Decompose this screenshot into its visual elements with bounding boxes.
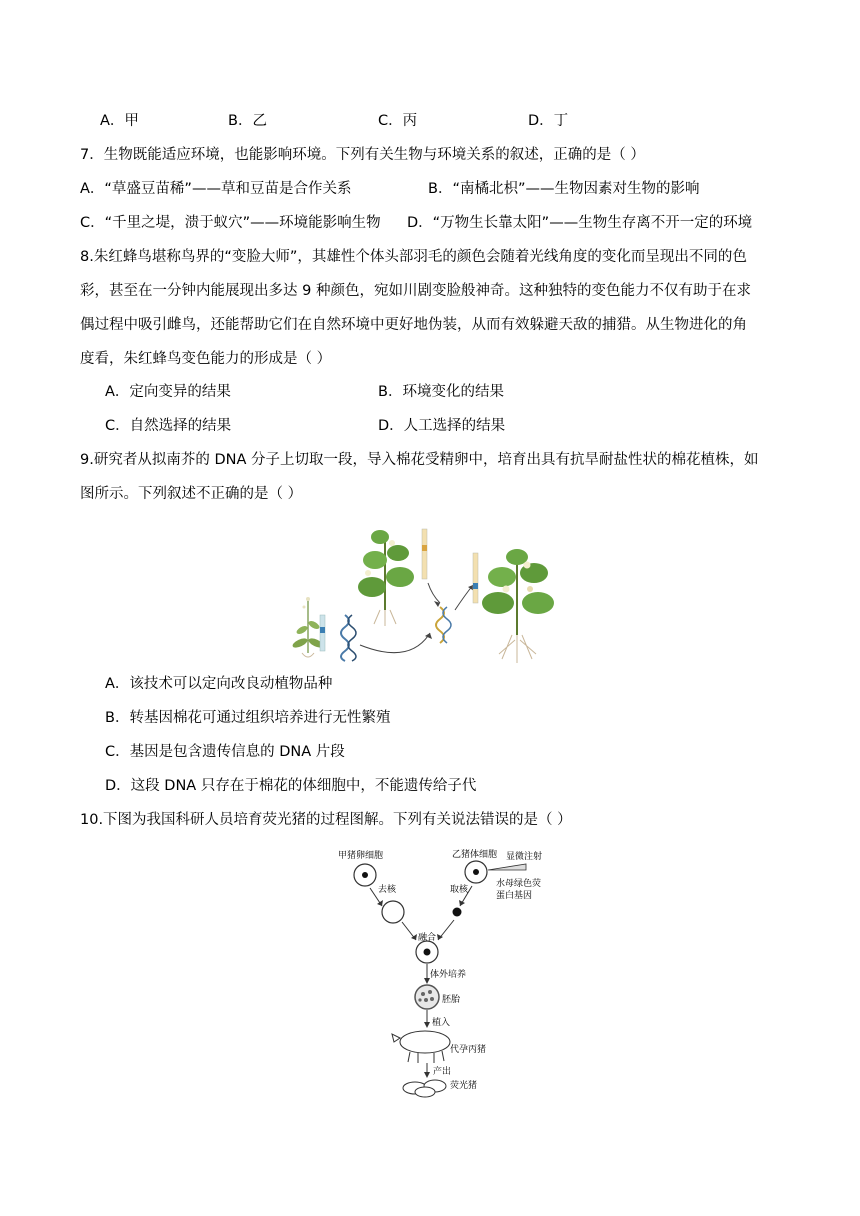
body-cell-label: 乙猪体细胞	[452, 850, 498, 860]
dna-column-icon	[422, 529, 427, 579]
q6-option-c: C．丙	[378, 113, 418, 129]
q7-option-c: C．“千里之堤，溃于蚁穴”——环境能影响生物	[80, 215, 381, 231]
q8-line-3: 偶过程中吸引雌鸟，还能帮助它们在自然环境中更好地伪装，从而有效躲避天敌的捕猎。从生物进化的角	[80, 317, 747, 333]
enucleated-cell-icon	[382, 901, 404, 923]
q7-option-b: B．“南橘北枳”——生物因素对生物的影响	[428, 181, 700, 197]
q9-transgenic-figure	[280, 515, 570, 670]
fluorescent-pig-label: 荧光猪	[450, 1081, 478, 1091]
culture-label: 体外培养	[430, 970, 467, 980]
needle-icon	[488, 864, 526, 870]
fuse-label: 融合	[418, 933, 437, 943]
q10-fluorescent-pig-diagram	[330, 842, 550, 1100]
dna-column-icon	[473, 553, 478, 603]
dna-helix-icon	[341, 615, 356, 661]
q6-option-d: D．丁	[528, 113, 569, 129]
dna-column-icon	[320, 615, 325, 651]
dna-helix-icon	[436, 607, 451, 643]
q8-option-c: C．自然选择的结果	[105, 418, 232, 434]
q8-option-a: A．定向变异的结果	[105, 384, 231, 400]
birth-label: 产出	[433, 1067, 452, 1077]
gene-label-line2: 蛋白基因	[496, 891, 533, 901]
q9-option-c: C．基因是包含遗传信息的 DNA 片段	[105, 744, 345, 760]
surrogate-pig-icon	[392, 1031, 450, 1063]
implant-label: 植入	[432, 1018, 451, 1028]
q9-option-b: B．转基因棉花可通过组织培养进行无性繁殖	[105, 710, 391, 726]
q6-option-a: A．甲	[100, 113, 139, 129]
gene-label-line1: 水母绿色荧	[496, 879, 542, 889]
q8-line-2: 彩，甚至在一分钟内能展现出多达 9 种颜色，宛如川剧变脸般神奇。这种独特的变色能力不仅有助于在求	[80, 283, 751, 299]
take-nucleus-label: 取核	[450, 885, 469, 895]
transgenic-cotton-plant-icon	[482, 549, 554, 663]
q8-line-4: 度看，朱红蜂鸟变色能力的形成是（ ）	[80, 351, 332, 367]
q7-stem: 7．生物既能适应环境，也能影响环境。下列有关生物与环境关系的叙述，正确的是（ ）	[80, 147, 645, 163]
q9-option-a: A．该技术可以定向改良动植物品种	[105, 676, 333, 692]
q7-option-d: D．“万物生长靠太阳”——生物生存离不开一定的环境	[407, 215, 753, 231]
cotton-plant-icon	[358, 530, 414, 626]
q8-line-1: 8.朱红蜂鸟堪称鸟界的“变脸大师”，其雄性个体头部羽毛的颜色会随着光线角度的变化而呈现出不同的色	[80, 249, 747, 265]
q6-option-b: B．乙	[228, 113, 267, 129]
arabidopsis-plant-icon	[291, 597, 324, 657]
q9-line-2: 图所示。下列叙述不正确的是（ ）	[80, 486, 303, 502]
surrogate-label: 代孕丙猪	[450, 1045, 487, 1055]
egg-cell-label: 甲猪卵细胞	[338, 851, 384, 861]
enucleate-label: 去核	[378, 885, 397, 895]
embryo-label: 胚胎	[442, 995, 461, 1005]
q10-stem: 10.下图为我国科研人员培育荧光猪的过程图解。下列有关说法错误的是（ ）	[80, 812, 572, 828]
q8-option-d: D．人工选择的结果	[378, 418, 506, 434]
q7-option-a: A．“草盛豆苗稀”——草和豆苗是合作关系	[80, 181, 352, 197]
nucleus-icon	[453, 908, 462, 917]
fluorescent-piglets-icon	[403, 1080, 446, 1097]
q9-option-d: D．这段 DNA 只存在于棉花的体细胞中，不能遗传给子代	[105, 778, 477, 794]
embryo-icon	[415, 985, 439, 1009]
q9-line-1: 9.研究者从拟南芥的 DNA 分子上切取一段，导入棉花受精卵中，培育出具有抗旱耐盐性状的棉花植株，如	[80, 452, 759, 468]
q8-option-b: B．环境变化的结果	[378, 384, 504, 400]
microinject-label: 显微注射	[506, 852, 543, 862]
